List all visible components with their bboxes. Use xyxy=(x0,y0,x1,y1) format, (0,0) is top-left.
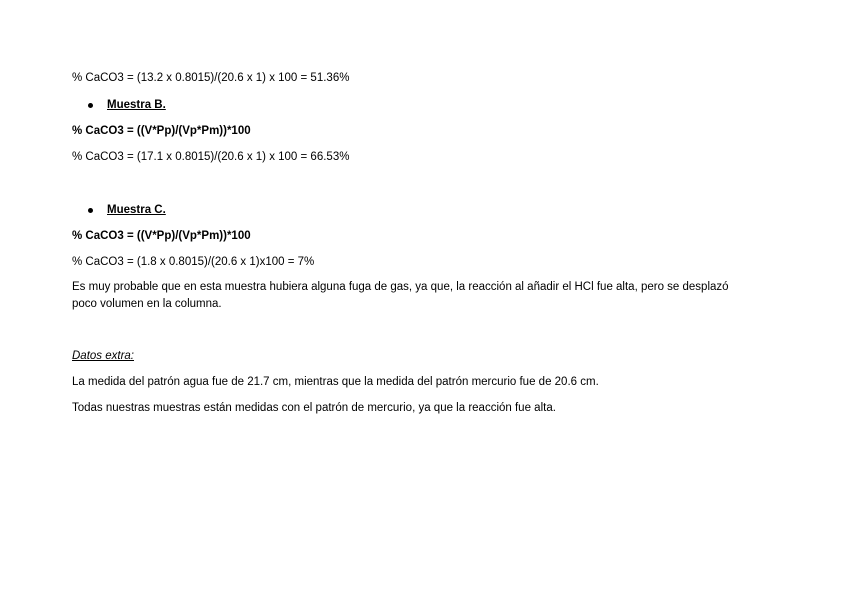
sample-c-formula-text: % CaCO3 = ((V*Pp)/(Vp*Pm))*100 xyxy=(72,230,251,242)
sample-b-bullet xyxy=(88,97,166,114)
sample-b-result-text: % CaCO3 = (17.1 x 0.8015)/(20.6 x 1) x 100 = 66.53% xyxy=(72,151,350,163)
sample-c-note-line-2: poco volumen en la columna. xyxy=(72,298,222,310)
extra-data-heading: Datos extra: xyxy=(72,350,134,362)
sample-a-result-text: % CaCO3 = (13.2 x 0.8015)/(20.6 x 1) x 100 = 51.36% xyxy=(72,72,350,84)
bullet-icon xyxy=(88,208,93,213)
sample-c-note-line-1: Es muy probable que en esta muestra hubiera alguna fuga de gas, ya que, la reacción al añadir el HCl fue alta, pero se desplazó xyxy=(72,281,729,293)
bullet-icon xyxy=(88,103,93,108)
sample-c-bullet xyxy=(88,202,166,219)
sample-c-heading: Muestra C. xyxy=(107,204,166,216)
extra-data-line-2: Todas nuestras muestras están medidas con el patrón de mercurio, ya que la reacción fue alta. xyxy=(72,402,556,414)
sample-b-heading: Muestra B. xyxy=(107,99,166,111)
extra-data-line-1: La medida del patrón agua fue de 21.7 cm, mientras que la medida del patrón mercurio fue de 20.6 cm. xyxy=(72,376,599,388)
sample-c-result-text: % CaCO3 = (1.8 x 0.8015)/(20.6 x 1)x100 = 7% xyxy=(72,256,315,268)
sample-b-formula-text: % CaCO3 = ((V*Pp)/(Vp*Pm))*100 xyxy=(72,125,251,137)
